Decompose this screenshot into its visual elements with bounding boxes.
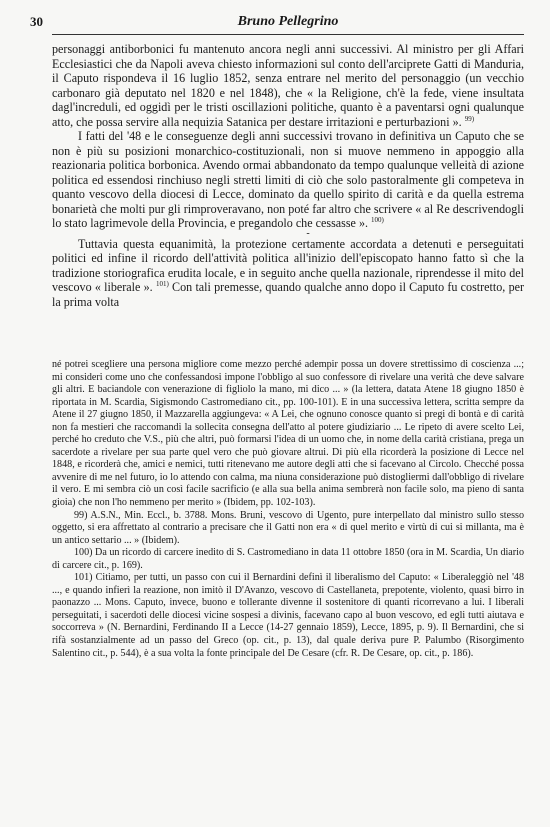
paragraph-1	[52, 42, 524, 129]
footnote-101: 101) Citiamo, per tutti, un passo con cui il Bernardini definì il liberalismo del Caputo: « Liberaleggiò nel '48 ..., e quando infierì la reazione, non imitò il D'Avanzo, vescovo di Castellaneta, prepotente, violento, quasi birro in paonazzo ... Mons. Caputo, invece, buono e tollerante divenne il sostenitore di quanti ricorrevano a lui. I liberali perseguitati, i sacerdoti delle diocesi vicine sospesi a divinis, facevano capo al buon vescovo, ed egli tutti aiutava e soccorreva » (N. Bernardini, Ferdinando II a Lecce (14-27 gennaio 1859), Lecce, 1895, p. 9). Il Bernardini, che si rifà sostanzialmente ad un passo del Greco (op. cit., p. 13), dal quale deriva pure P. Palumbo (Risorgimento Salentino cit., p. 544), è a sua volta la fonte principale del De Cesare (cfr. R. De Cesare, op. cit., p. 186).	[52, 572, 524, 659]
paragraph-2	[52, 129, 524, 231]
book-page	[30, 12, 525, 660]
main-text	[52, 42, 524, 309]
paragraph-2-text: I fatti del '48 e le conseguenze degli anni successivi trovano in definitiva un Caputo che se non è più su posizioni monarchico-costituzionali, non si muove nemmeno in appoggio alla reazionaria politica borbonica. Avendo ormai abbandonato da tempo qualunque velleità di azione politica ed essendosi rinchiuso negli stretti limiti di ciò che solo pastoralmente gli competeva in quanto vescovo della diocesi di Lecce, dominato da quello spirito di carità e da quella estrema bonarietà che molti pur gli rimproveravano, non poté far altro che scrivere « al Re descrivendogli lo stato lagrimevole della Provincia, e pregandolo che cessasse ».	[52, 129, 524, 230]
footnote-100: 100) Da un ricordo di carcere inedito di S. Castromediano in data 11 ottobre 1850 (ora in M. Scardia, Un diario di carcere cit., p. 169).	[52, 547, 524, 571]
page-number: 30	[30, 14, 43, 29]
footnote-98-continued: né potrei scegliere una persona migliore come mezzo perché adempir possa un dovere strettissimo di coscienza ...; mi consideri come uno che confessandosi impone l'obbligo al suo confessore di rivelare una verità che deve salvare gli altri. E baciandole con venerazione di figliolo la mano, mi dico ... » (la lettera, datata Atene 18 giugno 1850 è riportata in M. Scardia, Sigismondo Castromediano cit., pp. 100-101). E in una successiva lettera, scritta sempre da Atene il 27 giugno 1850, il Mazzarella aggiungeva: « A Lei, che ognuno conosce quanto si pregi di bontà e di carità non fa mestieri che raccomandi la sollecita consegna dell'atto al potere giudiziario ... Le ripeto di avere scelto Lei, perché ho creduto che V.S., più che altri, può formarsi l'idea di un uomo che, in nome della carità cristiana, prega un sacerdote a rivelare per sua parte quel vero che può giovare altrui. Di più ella ricorderà la posizione di Lecce nel 1848, e ricorderà che, amici e nemici, tutti ritenevano me autore degli atti che si facevano al Circolo. Checché possa avvenire di me nel futuro, io lo attendo con calma, ma niuna considerazione può distogliermi dall'obbligo di rivelare il vero. E mi sembra ciò un così facile sacrificio (e alla sua bella anima sembrerà non facile solo, ma pieno di santa gioia) che non l'ho nemmeno per merito » (Ibidem, pp. 102-103).	[52, 359, 524, 509]
paragraph-1-text: personaggi antiborbonici fu mantenuto ancora negli anni successivi. Al ministro per gli Affari Ecclesiastici che da Napoli aveva chiesto informazioni sul conto dell'arciprete Gatti di Manduria, il Caputo rispondeva il 16 luglio 1852, senza entrare nel merito del personaggio (un vecchio carbonaro già deputato nel 1820 e nel 1848), che « la Religione, ch'è la fede, viene insultata dagl'increduli, ed oggidì per le tristi oscillazioni politiche, quanto è a paventarsi ogni qualunque atto, che possa servire alla nequizia Satanica per destare irritazioni e perturbazioni ».	[52, 42, 524, 129]
footnote-ref-101: 101)	[155, 279, 169, 288]
footnote-ref-99: 99)	[464, 114, 475, 123]
footnotes	[52, 359, 524, 660]
paragraph-3-text-a: Tuttavia questa equanimità, la protezione certamente accordata a detenuti e perseguitati politici ed infine il ricordo dell'attività politica all'inizio dell'episcopato hanno fatto sì che la tradizione storiografica erudita locale, e in seguito anche quella nazionale, riprendesse il mito del vescovo « liberale ».	[52, 236, 524, 294]
paragraph-3-text-b: Con tali premesse, quando qualche anno dopo il Caputo fu costretto, per la prima volta	[52, 280, 525, 309]
footnote-99: 99) A.S.N., Min. Eccl., b. 3788. Mons. Bruni, vescovo di Ugento, pure interpellato dal ministro sullo stesso oggetto, si era affrettato al contrario a precisare che il Gatti non era « di quel merito e virtù di cui si millanta, ma è un antico settario ... » (Ibidem).	[52, 509, 524, 546]
separator-mark: -	[306, 227, 310, 239]
footnote-ref-100: 100)	[371, 215, 384, 224]
paragraph-3	[52, 237, 524, 310]
page-header	[30, 12, 524, 35]
running-title: Bruno Pellegrino	[237, 14, 339, 29]
